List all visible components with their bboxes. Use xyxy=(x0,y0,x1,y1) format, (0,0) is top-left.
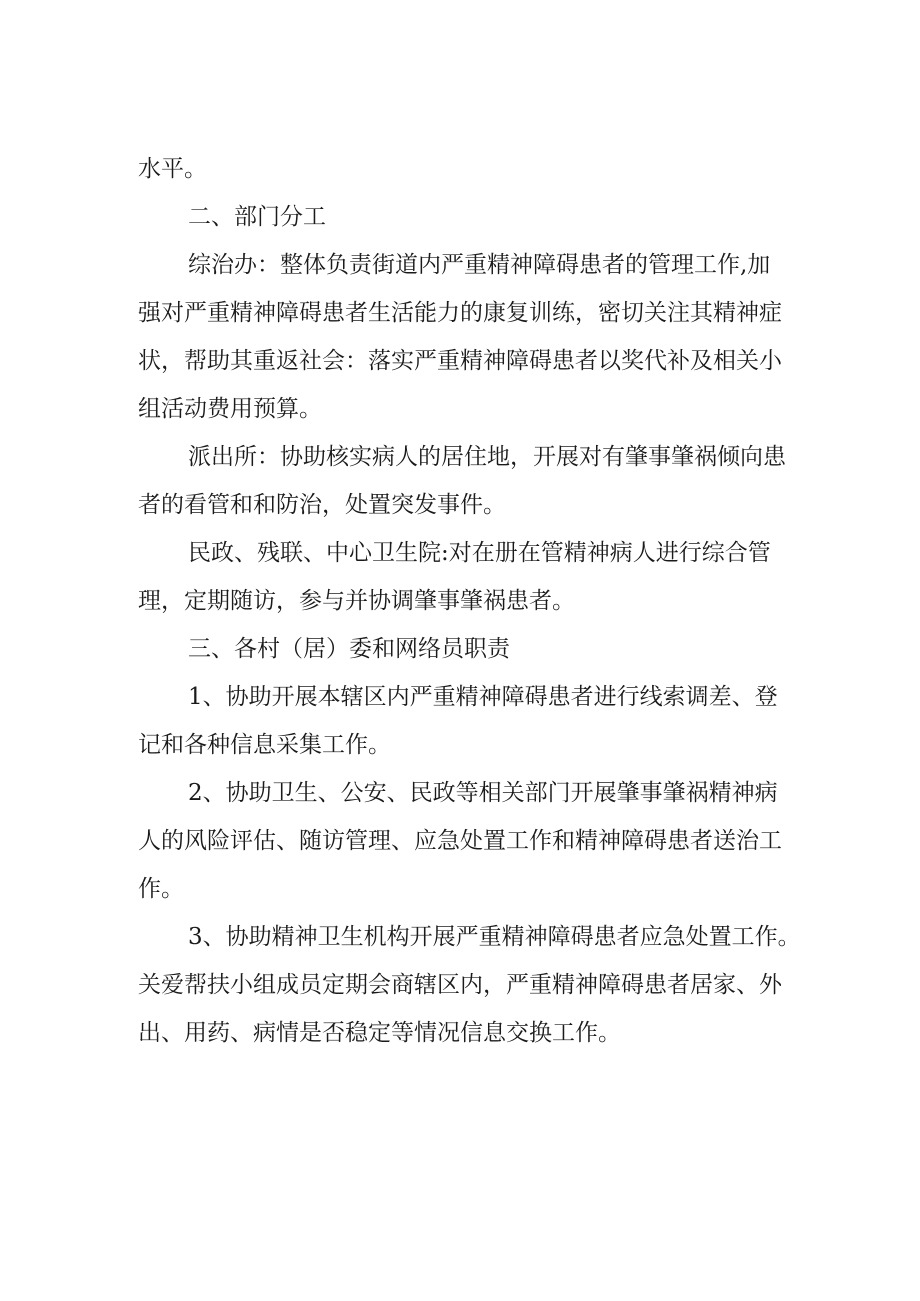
text-line: 民政、残联、中心卫生院:对在册在管精神病人进行综合管 xyxy=(188,540,771,566)
text-line: 派出所：协助核实病人的居住地，开展对有肇事肇祸倾向患 xyxy=(188,444,786,470)
text-line: 出、用药、病情是否稳定等情况信息交换工作。 xyxy=(138,1020,621,1046)
section-heading: 二、部门分工 xyxy=(188,204,326,230)
text-line: 关爱帮扶小组成员定期会商辖区内，严重精神障碍患者居家、外 xyxy=(138,972,782,998)
section-heading: 三、各村（居）委和网络员职责 xyxy=(188,636,510,662)
text-line: 组活动费用预算。 xyxy=(138,396,322,422)
text-line: 2、协助卫生、公安、民政等相关部门开展肇事肇祸精神病 xyxy=(188,780,778,806)
text-line: 状，帮助其重返社会：落实严重精神障碍患者以奖代补及相关小 xyxy=(138,348,782,374)
text-line: 3、协助精神卫生机构开展严重精神障碍患者应急处置工作。 xyxy=(188,924,801,950)
text-line: 者的看管和和防治，处置突发事件。 xyxy=(138,492,506,518)
text-line: 水平。 xyxy=(138,156,207,182)
text-line: 人的风险评估、随访管理、应急处置工作和精神障碍患者送治工 xyxy=(138,828,782,854)
text-line: 记和各种信息采集工作。 xyxy=(138,732,391,758)
text-line: 作。 xyxy=(138,876,184,902)
text-line: 1、协助开展本辖区内严重精神障碍患者进行线索调差、登 xyxy=(188,684,778,710)
text-line: 综治办：整体负责街道内严重精神障碍患者的管理工作,加 xyxy=(188,252,771,278)
text-line: 理，定期随访，参与并协调肇事肇祸患者。 xyxy=(138,588,575,614)
text-line: 强对严重精神障碍患者生活能力的康复训练，密切关注其精神症 xyxy=(138,300,782,326)
